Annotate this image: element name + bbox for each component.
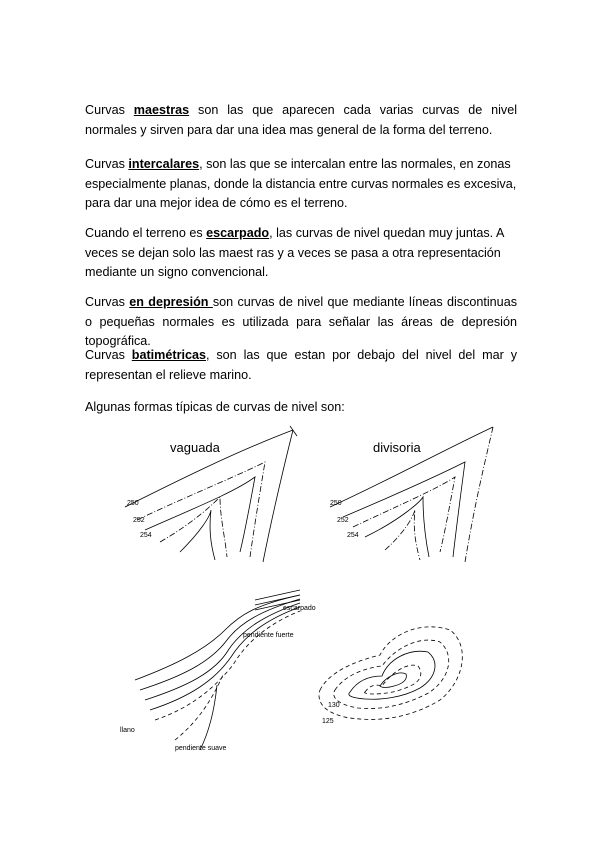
text-post: , son las que estan por debajo del nivel del mar y representan el relieve marino. — [85, 348, 517, 382]
figure-divisoria — [325, 422, 525, 572]
term-intercalares: intercalares — [128, 157, 200, 171]
text-pre: Curvas — [85, 103, 134, 117]
figure-collado — [310, 600, 480, 740]
label-pendiente-fuerte: pendiente fuerte — [243, 632, 294, 639]
term-escarpado: escarpado — [206, 226, 270, 240]
paragraph-intercalares — [85, 155, 517, 214]
text-pre: Curvas — [85, 295, 130, 309]
text-pre: Curvas — [85, 157, 129, 171]
paragraph-intro: Algunas formas típicas de curvas de nivel son: — [85, 400, 345, 414]
paragraph-maestras — [85, 101, 517, 140]
label-250: 250 — [330, 500, 342, 507]
label-254: 254 — [140, 532, 152, 539]
text-pre: Cuando el terreno es — [85, 226, 207, 240]
text-post: , las curvas de nivel quedan muy juntas. A veces se dejan solo las maest ras y a veces se pasa a otra representación mediante un signo convencional. — [85, 226, 504, 279]
divisoria-contours — [325, 422, 525, 572]
figure-title: divisoria — [373, 440, 421, 455]
label-252: 252 — [133, 517, 145, 524]
term-batimetricas: batimétricas — [131, 348, 206, 362]
paragraph-depresion — [85, 293, 517, 352]
label-130: 130 — [328, 702, 340, 709]
text-pre: Curvas — [85, 348, 132, 362]
label-254: 254 — [347, 532, 359, 539]
term-maestras: maestras — [133, 103, 190, 117]
paragraph-batimetricas — [85, 346, 517, 385]
collado-contours — [310, 600, 480, 740]
label-llano: llano — [120, 727, 135, 734]
text-post: son las que aparecen cada varias curvas de nivel normales y sirven para dar una idea mas general de la forma del terreno. — [85, 103, 518, 137]
vaguada-contours — [115, 422, 315, 572]
label-pendiente-suave: pendiente suave — [175, 745, 227, 752]
figure-title: vaguada — [170, 440, 220, 455]
label-125: 125 — [322, 718, 334, 725]
figure-vaguada — [115, 422, 315, 572]
paragraph-escarpado — [85, 224, 517, 283]
label-252: 252 — [337, 517, 349, 524]
label-escarpado: escarpado — [283, 605, 316, 612]
label-250: 250 — [127, 500, 139, 507]
term-depresion: en depresión — [129, 295, 213, 309]
text-post: , son las que se intercalan entre las normales, en zonas especialmente planas, donde la distancia entre curvas normales es excesiva, para dar una mejor idea de cómo es el terreno. — [85, 157, 517, 210]
text-post: son curvas de nivel que mediante líneas discontinuas o pequeñas normales es utilizada para señalar las áreas de depresión topográfica. — [85, 295, 517, 348]
